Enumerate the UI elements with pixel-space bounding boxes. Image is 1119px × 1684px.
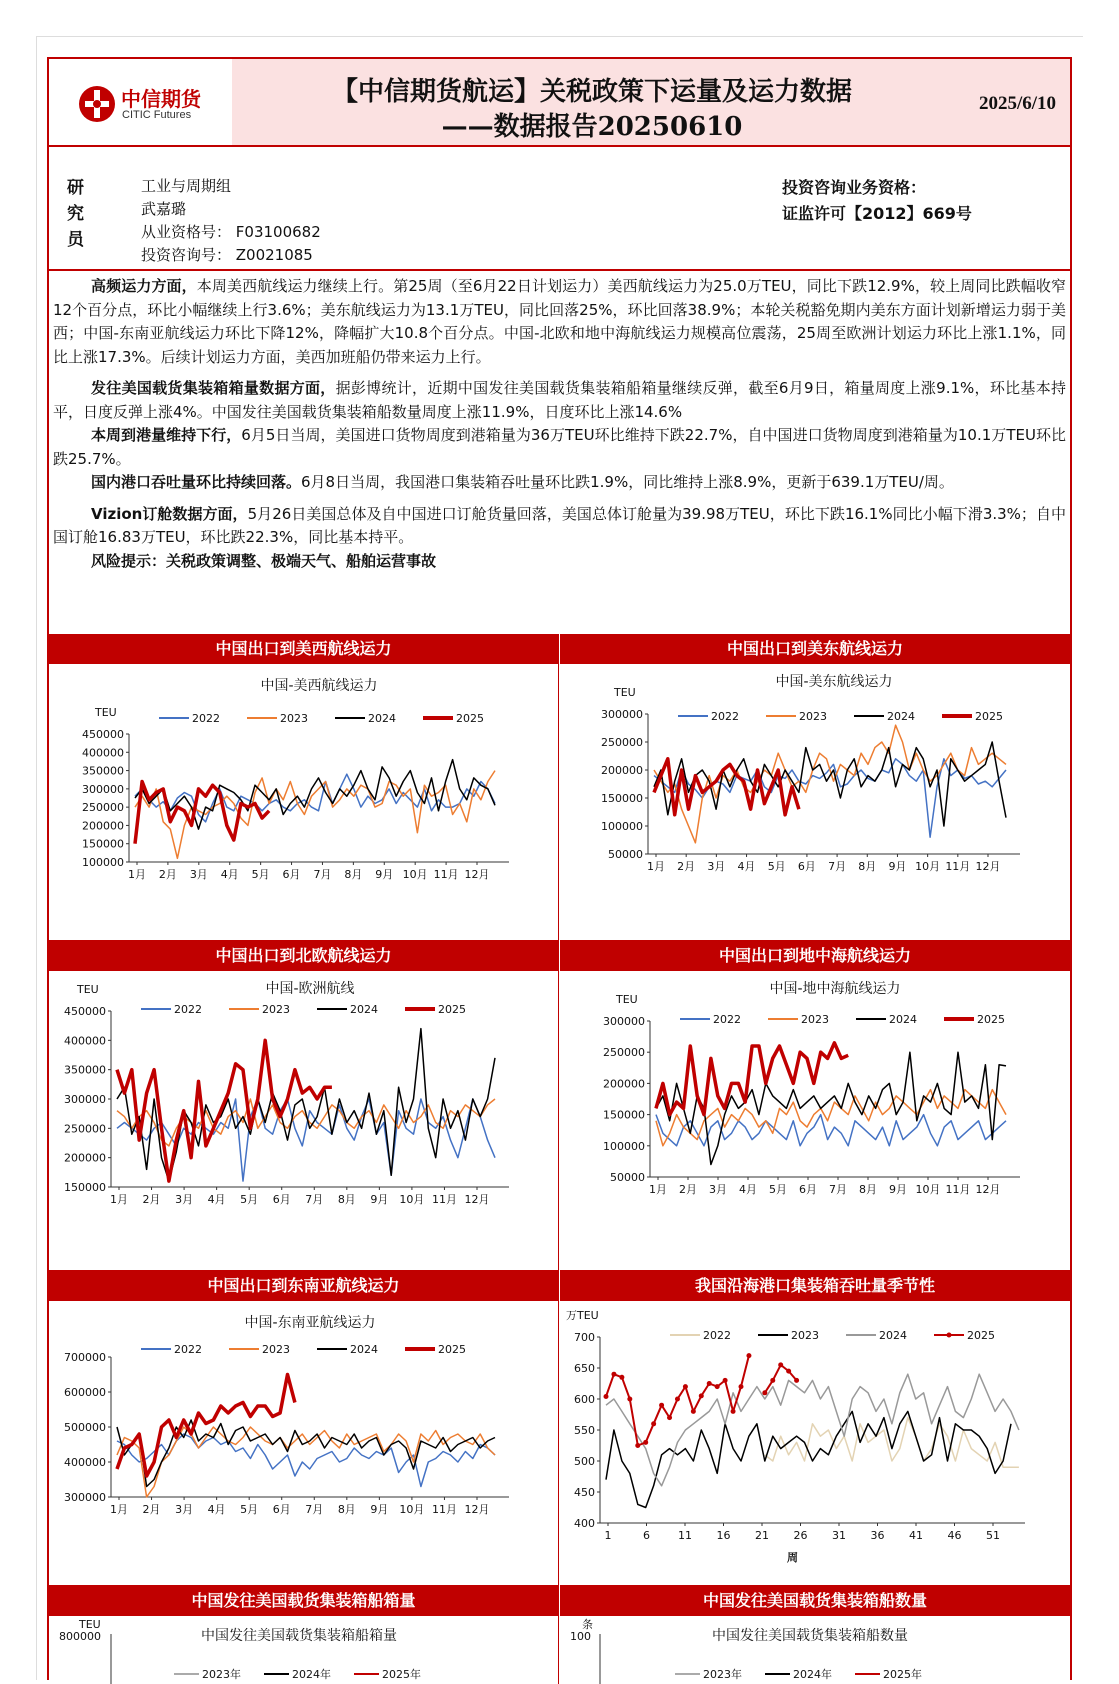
- data-point-2025: [786, 1369, 791, 1374]
- paragraph-vizion: [53, 503, 1066, 550]
- y-axis-unit: TEU: [79, 1618, 101, 1631]
- legend-label-2022: 2022: [703, 1329, 731, 1342]
- legend-label-2024: 2024: [350, 1343, 378, 1356]
- paragraph-capacity-text: 本周美西航线运力继续上行。第25周（至6月22日计划运力）美西航线运力为25.0万TEU，同比下跌12.9%，较上周同比跌幅收窄12个百分点，环比小幅继续上行3.6%；美东航线运力为13.1万TEU，同比回落25%，环比回落38.9%；本轮关税豁免期内美东方面计划新增运力弱于美西；中国-东南亚航线运力环比下降12%，降幅扩大10.8个百分点。中国-北欧和地中海航线运力规模高位震荡，25周至欧洲计划运力环比上涨1.1%，同比上涨17.3%。后续计划运力方面，美西加班船仍带来运力上行。: [53, 277, 1066, 366]
- x-tick-label: 4月: [739, 1183, 757, 1196]
- y-tick-label: 400000: [64, 1456, 106, 1469]
- data-point-2025: [762, 1390, 767, 1395]
- x-tick-label: 8月: [337, 1503, 356, 1516]
- legend-marker-2025: [947, 1333, 952, 1338]
- author-license: 从业资格号： F03100682: [141, 223, 321, 241]
- chart-port-throughput: [560, 1301, 1070, 1585]
- legend-label-2024: 2024年: [793, 1668, 832, 1681]
- x-tick-label: 7月: [305, 1193, 324, 1206]
- data-point-2025: [627, 1397, 632, 1402]
- series-line-2023: [654, 725, 1006, 843]
- legend-label-2025: 2025: [977, 1013, 1005, 1026]
- legend-label-2025: 2025: [975, 710, 1003, 723]
- panel-us-box-volume: [49, 1586, 559, 1684]
- y-tick-label: 200000: [82, 819, 124, 833]
- x-tick-label: 2月: [142, 1193, 161, 1206]
- x-tick-label: 1: [604, 1529, 612, 1542]
- y-tick-label: 100000: [601, 820, 643, 833]
- x-tick-label: 26: [793, 1529, 808, 1542]
- legend-label-2024: 2024: [350, 1003, 378, 1016]
- y-tick-label: 100000: [82, 856, 124, 869]
- x-tick-label: 6月: [272, 1503, 291, 1516]
- y-tick-label: 100000: [603, 1139, 645, 1153]
- y-tick-label: 300000: [603, 1015, 645, 1028]
- y-tick-label: 250000: [82, 801, 124, 815]
- data-point-2025: [699, 1393, 704, 1398]
- x-tick-label: 41: [909, 1529, 923, 1542]
- y-tick-label: 450000: [82, 728, 124, 741]
- y-tick-label: 150000: [64, 1181, 106, 1194]
- y-tick-label: 250000: [603, 1046, 645, 1060]
- x-tick-label: 5月: [251, 868, 270, 881]
- chart-title: 中国-美东航线运力: [775, 674, 893, 690]
- report-frame: [47, 57, 1072, 1680]
- paragraph-risk: [53, 550, 1066, 574]
- paragraph-capacity-lead: 高频运力方面，: [91, 277, 197, 295]
- qualification-title: 投资咨询业务资格：: [782, 178, 927, 197]
- data-point-2025: [651, 1421, 656, 1426]
- data-point-2025: [794, 1378, 799, 1383]
- x-tick-label: 1月: [110, 1193, 128, 1206]
- legend-label-2022: 2022: [713, 1013, 741, 1026]
- x-tick-label: 10月: [915, 860, 941, 873]
- author-consult-number: 投资咨询号： Z0021085: [141, 246, 313, 264]
- x-tick-label: 1月: [649, 1183, 667, 1196]
- x-tick-label: 1月: [128, 868, 146, 881]
- y-tick-label: 150000: [601, 792, 643, 805]
- y-tick-label: 700000: [64, 1351, 106, 1364]
- data-point-2025: [635, 1443, 640, 1448]
- legend-label-2024: 2024: [879, 1329, 907, 1342]
- x-tick-label: 16: [716, 1529, 731, 1542]
- x-tick-label: 3月: [175, 1503, 194, 1516]
- legend-label-2023: 2023年: [202, 1668, 241, 1681]
- y-tick-label: 300000: [64, 1093, 106, 1106]
- legend-label-2023: 2023: [262, 1003, 290, 1016]
- legend-label-2023: 2023: [262, 1343, 290, 1356]
- qualification: [782, 175, 972, 227]
- series-line-2024: [606, 1374, 1019, 1486]
- data-point-2025: [723, 1378, 728, 1383]
- x-tick-label: 5月: [769, 1183, 787, 1196]
- x-tick-label: 9月: [375, 868, 394, 881]
- x-tick-label: 12月: [464, 1193, 490, 1206]
- report-title: 【中信期货航运】关税政策下运量及运力数据: [331, 77, 852, 107]
- paragraph-vizion-text: 5月26日美国总体及自中国进口订舱货量回落，美国总体订舱量为39.98万TEU，环比下跌16.1%同比小幅下滑3.3%；自中国订舱16.83万TEU，环比跌22.3%，同比基本持平。: [53, 504, 1066, 546]
- data-point-2025: [619, 1375, 624, 1380]
- x-tick-label: 10月: [399, 1193, 425, 1206]
- x-tick-label: 3月: [709, 1183, 727, 1196]
- author-group: 工业与周期组: [141, 177, 232, 195]
- y-tick-label: 500000: [64, 1421, 106, 1434]
- paragraph-volume-text: 据彭博统计，近期中国发往美国载货集装箱船箱量继续反弹，截至6月9日，箱量周度上涨9.1%，环比基本持平，日度反弹上涨4%。中国发往美国载货集装箱船数量周度上涨11.9%，日度环比上涨14.6%: [53, 379, 1066, 421]
- panel-us-west: [49, 634, 559, 941]
- legend-label-2023: 2023年: [703, 1668, 742, 1681]
- legend-label-2023: 2023: [280, 712, 308, 725]
- series-line-2025: [117, 1040, 332, 1181]
- y-tick-label: 550: [574, 1424, 595, 1437]
- chart-us-box-volume: [49, 1616, 559, 1684]
- risk-warning: 风险提示：关税政策调整、极端天气、船舶运营事故: [91, 551, 437, 570]
- x-tick-label: 6月: [799, 1183, 817, 1196]
- y-tick-label: 150000: [82, 837, 124, 851]
- qualification-value: 证监许可【2012】669号: [782, 204, 972, 223]
- logo: [49, 59, 232, 145]
- panel-southeast-asia: [49, 1271, 559, 1586]
- x-tick-label: 46: [947, 1529, 962, 1542]
- x-tick-label: 9月: [370, 1503, 389, 1516]
- data-point-2025: [643, 1440, 648, 1445]
- y-tick-label: 50000: [608, 848, 643, 861]
- legend-label-2022: 2022: [174, 1003, 202, 1016]
- x-tick-label: 8月: [337, 1193, 356, 1206]
- x-tick-label: 1月: [647, 860, 665, 873]
- logo-text-cn: 中信期货: [121, 87, 201, 111]
- paragraph-capacity: [53, 275, 1066, 369]
- legend-label-2024: 2024: [889, 1013, 917, 1026]
- x-tick-label: 12月: [464, 1503, 490, 1516]
- paragraph-vizion-lead: Vizion订舱数据方面，: [91, 504, 248, 523]
- y-tick-label: 400: [574, 1517, 595, 1530]
- y-tick-label: 600: [574, 1393, 595, 1406]
- x-tick-label: 10月: [399, 1503, 425, 1516]
- panel-us-east: [560, 634, 1070, 941]
- panel-heading: 中国出口到东南亚航线运力: [49, 1271, 558, 1301]
- x-tick-label: 12月: [975, 1183, 1001, 1196]
- y-tick-label: 650: [574, 1362, 595, 1375]
- panel-mediterranean: [560, 941, 1070, 1271]
- legend-label-2023: 2023: [791, 1329, 819, 1342]
- x-tick-label: 11月: [945, 1183, 971, 1196]
- chart-us-east: [560, 664, 1070, 940]
- legend-label-2023: 2023: [799, 710, 827, 723]
- x-tick-label: 4月: [207, 1193, 226, 1206]
- paragraph-port: [53, 471, 1066, 495]
- y-tick-label: 200000: [601, 764, 643, 777]
- x-tick-label: 7月: [313, 868, 332, 881]
- data-point-2025: [683, 1384, 688, 1389]
- data-point-2025: [611, 1372, 616, 1377]
- chart-southeast-asia: [49, 1301, 559, 1585]
- y-tick-label: 450000: [64, 1005, 106, 1018]
- y-tick-label: 350000: [64, 1063, 106, 1077]
- report-date: 2025/6/10: [978, 93, 1056, 114]
- chart-title: 中国-美西航线运力: [260, 678, 378, 694]
- report-header: [49, 59, 1070, 147]
- x-tick-label: 8月: [858, 860, 877, 873]
- data-point-2025: [715, 1384, 720, 1389]
- y-tick-label: 600000: [64, 1386, 106, 1399]
- panel-port-seasonality: [560, 1271, 1070, 1586]
- author-details: [141, 175, 321, 267]
- chart-us-west: [49, 664, 559, 940]
- x-tick-label: 6月: [282, 868, 301, 881]
- series-line-2022: [117, 1434, 495, 1487]
- y-tick-label: 250000: [64, 1122, 106, 1136]
- data-point-2025: [667, 1415, 672, 1420]
- y-tick-label: 300000: [601, 708, 643, 721]
- y-axis-unit: TEU: [77, 983, 99, 996]
- logo-text-en: CITIC Futures: [122, 109, 192, 121]
- y-axis-unit: TEU: [95, 706, 117, 719]
- x-tick-label: 7月: [828, 860, 847, 873]
- data-point-2025: [691, 1409, 696, 1414]
- y-tick-label: 300000: [64, 1491, 106, 1504]
- data-point-2025: [659, 1403, 664, 1408]
- y-tick-label: 200000: [64, 1151, 106, 1165]
- x-tick-label: 6月: [797, 860, 816, 873]
- x-axis-label: 周: [787, 1551, 798, 1564]
- y-tick-label: 450: [574, 1486, 595, 1499]
- x-tick-label: 12月: [464, 868, 490, 881]
- x-tick-label: 10月: [915, 1183, 941, 1196]
- x-tick-label: 12月: [975, 860, 1001, 873]
- panel-heading: 中国发往美国载货集装箱船箱量: [49, 1586, 558, 1616]
- y-tick-label: 300000: [82, 782, 124, 796]
- x-tick-label: 3月: [175, 1193, 194, 1206]
- paragraph-port-text: 6月8日当周，我国港口集装箱吞吐量环比跌1.9%，同比维持上涨8.9%，更新于639.1万TEU/周。: [301, 473, 954, 491]
- x-tick-label: 2月: [142, 1503, 161, 1516]
- legend-label-2024: 2024年: [292, 1668, 331, 1681]
- paragraph-port-lead: 国内港口吞吐量环比持续回落。: [91, 473, 302, 491]
- legend-label-2025: 2025: [456, 712, 484, 725]
- panel-north-europe: [49, 941, 559, 1271]
- data-point-2025: [707, 1381, 712, 1386]
- paragraph-volume-lead: 发往美国载货集装箱箱量数据方面，: [91, 379, 336, 397]
- y-tick: 800000: [59, 1630, 101, 1643]
- y-axis-unit: 万TEU: [566, 1309, 599, 1322]
- series-line-2025: [656, 1043, 848, 1115]
- chart-title: 中国发往美国载货集装箱船数量: [712, 1628, 908, 1644]
- chart-title: 中国发往美国载货集装箱船箱量: [201, 1628, 397, 1644]
- panel-heading: 中国发往美国载货集装箱船数量: [560, 1586, 1070, 1616]
- x-tick-label: 51: [986, 1529, 1000, 1542]
- x-tick-label: 4月: [220, 868, 239, 881]
- panel-heading: 中国出口到美西航线运力: [49, 634, 558, 664]
- x-tick-label: 5月: [767, 860, 786, 873]
- x-tick-label: 31: [832, 1529, 846, 1542]
- x-tick-label: 11月: [433, 868, 459, 881]
- x-tick-label: 8月: [859, 1183, 877, 1196]
- chart-title: 中国-东南亚航线运力: [244, 1315, 376, 1331]
- y-tick-label: 50000: [610, 1171, 645, 1184]
- paragraph-volume: [53, 377, 1066, 424]
- panel-heading: 中国出口到地中海航线运力: [560, 941, 1070, 971]
- legend-label-2024: 2024: [368, 712, 396, 725]
- report-subtitle: ——数据报告20250610: [441, 112, 743, 142]
- series-line-2023: [606, 1411, 1011, 1507]
- y-tick-label: 400000: [82, 746, 124, 760]
- panel-heading: 中国出口到美东航线运力: [560, 634, 1070, 664]
- legend-label-2022: 2022: [711, 710, 739, 723]
- x-tick-label: 5月: [240, 1193, 259, 1206]
- x-tick-label: 11: [678, 1529, 692, 1542]
- x-tick-label: 4月: [207, 1503, 226, 1516]
- x-tick-label: 9月: [888, 860, 907, 873]
- data-point-2025: [746, 1353, 751, 1358]
- legend-label-2024: 2024: [887, 710, 915, 723]
- legend-label-2025: 2025: [438, 1003, 466, 1016]
- summary-text: [53, 275, 1066, 573]
- data-point-2025: [739, 1384, 744, 1389]
- x-tick-label: 36: [870, 1529, 885, 1542]
- x-tick-label: 7月: [305, 1503, 324, 1516]
- x-tick-label: 9月: [889, 1183, 907, 1196]
- x-tick-label: 21: [755, 1529, 769, 1542]
- legend-label-2025: 2025年: [883, 1668, 922, 1681]
- y-tick-label: 150000: [603, 1108, 645, 1122]
- panel-heading: 我国沿海港口集装箱吞吐量季节性: [560, 1271, 1070, 1301]
- chart-title: 中国-欧洲航线: [265, 981, 355, 997]
- y-axis-unit: 条: [582, 1618, 593, 1631]
- author-block: [49, 147, 1070, 271]
- x-tick-label: 2月: [677, 860, 696, 873]
- author-name: 武嘉璐: [141, 200, 187, 218]
- x-tick-label: 11月: [945, 860, 971, 873]
- author-label: 研究员: [67, 178, 84, 250]
- data-point-2025: [604, 1394, 609, 1399]
- paragraph-arrivals-text: 6月5日当周，美国进口货物周度到港箱量为36万TEU环比维持下跌22.7%，自中国进口货物周度到港箱量为10.1万TEU环比跌25.7%。: [53, 426, 1066, 468]
- data-point-2025: [731, 1409, 736, 1414]
- legend-label-2025: 2025: [967, 1329, 995, 1342]
- series-line-2023: [117, 1427, 495, 1497]
- x-tick-label: 6月: [272, 1193, 291, 1206]
- chart-mediterranean: [560, 971, 1070, 1270]
- x-tick-label: 10月: [402, 868, 428, 881]
- legend-label-2022: 2022: [174, 1343, 202, 1356]
- x-tick-label: 2月: [158, 868, 177, 881]
- y-tick: 100: [570, 1630, 591, 1643]
- panel-heading: 中国出口到北欧航线运力: [49, 941, 558, 971]
- legend-label-2025: 2025年: [382, 1668, 421, 1681]
- citic-logo-icon: [77, 84, 117, 124]
- title-block: [232, 59, 1070, 145]
- x-tick-label: 7月: [829, 1183, 847, 1196]
- legend-label-2023: 2023: [801, 1013, 829, 1026]
- y-tick-label: 400000: [64, 1034, 106, 1048]
- y-axis-unit: TEU: [614, 686, 636, 699]
- y-axis-unit: TEU: [616, 993, 638, 1006]
- chart-title: 中国-地中海航线运力: [769, 981, 901, 997]
- legend-label-2025: 2025: [438, 1343, 466, 1356]
- panel-us-ship-count: [560, 1586, 1070, 1684]
- x-tick-label: 3月: [707, 860, 726, 873]
- chart-europe: [49, 971, 559, 1270]
- data-point-2025: [778, 1362, 783, 1367]
- paragraph-arrivals: [53, 424, 1066, 471]
- paragraph-arrivals-lead: 本周到港量维持下行，: [91, 426, 242, 444]
- legend-label-2022: 2022: [192, 712, 220, 725]
- y-tick-label: 500: [574, 1455, 595, 1468]
- x-tick-label: 9月: [370, 1193, 389, 1206]
- x-tick-label: 4月: [737, 860, 756, 873]
- y-tick-label: 700: [574, 1331, 595, 1344]
- x-tick-label: 1月: [110, 1503, 128, 1516]
- x-tick-label: 11月: [431, 1193, 457, 1206]
- x-tick-label: 11月: [431, 1503, 457, 1516]
- y-tick-label: 250000: [601, 736, 643, 749]
- x-tick-label: 8月: [344, 868, 363, 881]
- y-tick-label: 350000: [82, 764, 124, 778]
- x-tick-label: 2月: [679, 1183, 697, 1196]
- x-tick-label: 5月: [240, 1503, 259, 1516]
- x-tick-label: 6: [643, 1529, 650, 1542]
- data-point-2025: [675, 1397, 680, 1402]
- chart-us-ship-count: [560, 1616, 1070, 1684]
- x-tick-label: 3月: [189, 868, 208, 881]
- series-line-2022: [765, 1418, 1019, 1468]
- data-point-2025: [770, 1378, 775, 1383]
- y-tick-label: 200000: [603, 1077, 645, 1091]
